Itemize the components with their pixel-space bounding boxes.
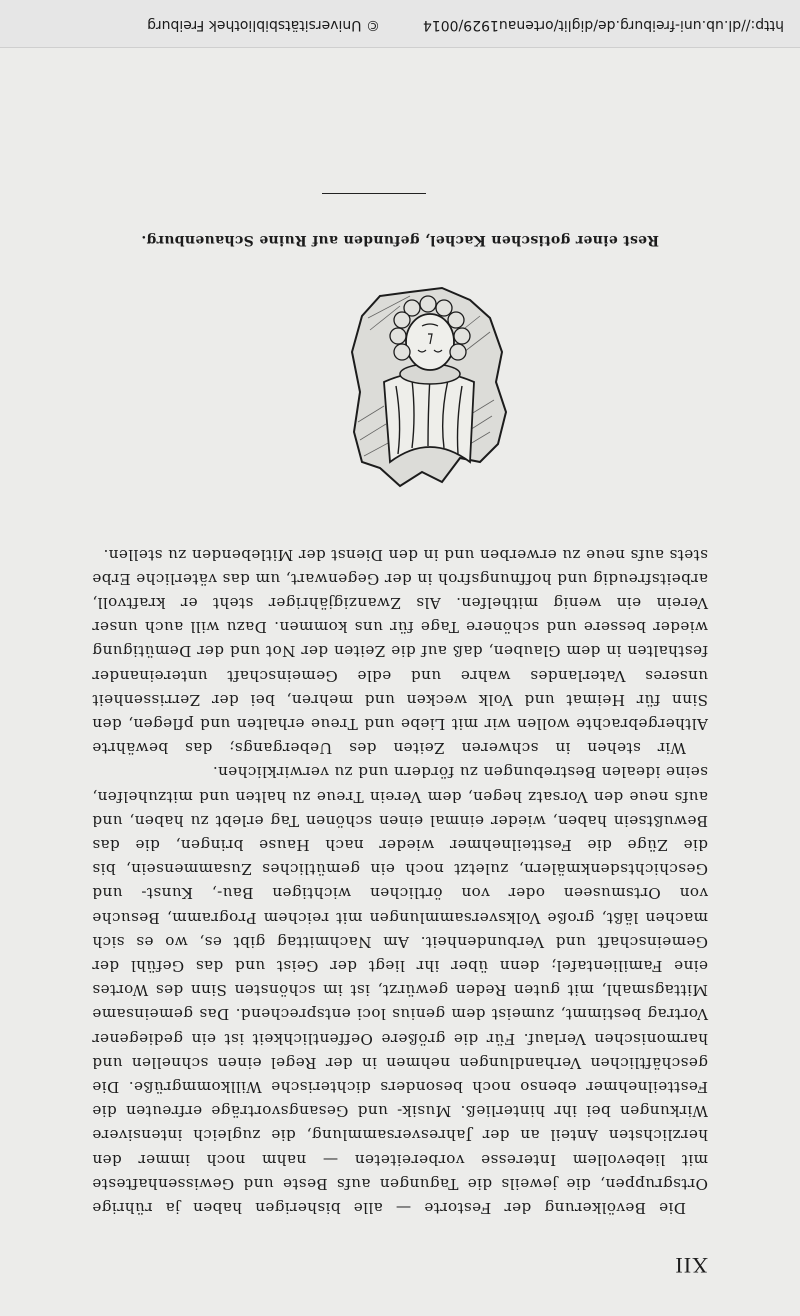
footer-bar bbox=[0, 0, 800, 48]
separator-rule bbox=[322, 193, 426, 194]
body-text bbox=[92, 542, 708, 1220]
footer-copyright: © Universitätsbibliothek Freiburg bbox=[147, 17, 380, 33]
paragraph-2: Wir stehen in schweren Zeiten des Uebergangs; das bewährte Althergebrachte wollen wir mit Liebe und Treue erhalten und pflegen, den Sinn für Heimat und Volk wecken und mehren, bei der Zerrissenheit unseres Vaterlandes wahre und edle Gemeinschaft untereinander festhalten in dem Glauben, daß auf die Zeiten der Not und der Demütigung wieder bessere und schönere Tage für uns kommen. Dazu will auch unser Verein ein wenig mithelfen. Als Zwanzigjähriger steht er kraftvoll, arbeitsfreudig und hoffnungsfroh in der Gegenwart, um das väterliche Erbe stets aufs neue zu erwerben und in den Dienst der Mitlebenden zu stellen. bbox=[92, 545, 708, 758]
page-number: XII bbox=[674, 1253, 708, 1278]
paragraph-1: Die Bevölkerung der Festorte — alle bisherigen haben ja rührige Ortsgruppen, die jeweils die Tagungen aufs Beste und Gewissenhafteste mit liebevollem Interesse vorbereiteten — nahm noch immer den herzlichsten Anteil an der Jahresversammlung, die zugleich intensivere Wirkungen bei ihr hinterließ. Musik- und Gesangsvorträge erfreuten die Festteilnehmer ebenso noch besonders dichterische Willkommgrüße. Die geschäftlichen Verhandlungen nehmen in der Regel einen schnellen und harmonischen Verlauf. Für die größere Oeffentlichkeit ist ein gediegener Vortrag bestimmt, zumeist dem genius loci entsprechend. Das gemeinsame Mittagsmahl, mit guten Reden gewürzt, ist im schönsten Sinn des Wortes eine Familientafel; denn über ihr liegt der Geist und das Gefühl der Gemeinschaft und Verbundenheit. Am Nachmittag gibt es, wo es sich machen läßt, große Volksversammlungen mit reichem Programm, Besuche von Ortsmuseen oder von örtlichen wichtigen Bau-, Kunst- und Geschichtsdenkmälern, zuletzt noch ein gemütliches Zusammensein, bis die Züge die Festteilnehmer wieder nach Hause bringen, die das Bewußtsein haben, wieder einmal einen schönen Tag erlebt zu haben, und aufs neue den Vorsatz hegen, dem Verein Treue zu halten und mitzuhelfen, seine idealen Bestrebungen zu fördern und zu verwirklichen. bbox=[92, 763, 708, 1217]
figure-caption: Rest einer gotischen Kachel, gefunden auf Ruine Schauenburg. bbox=[141, 232, 659, 248]
footer-url[interactable]: http://dl.ub.uni-freiburg.de/diglit/ortenau1929/0014 bbox=[422, 17, 784, 33]
gothic-tile-illustration bbox=[340, 284, 520, 502]
bleed-through-text bbox=[92, 90, 708, 180]
